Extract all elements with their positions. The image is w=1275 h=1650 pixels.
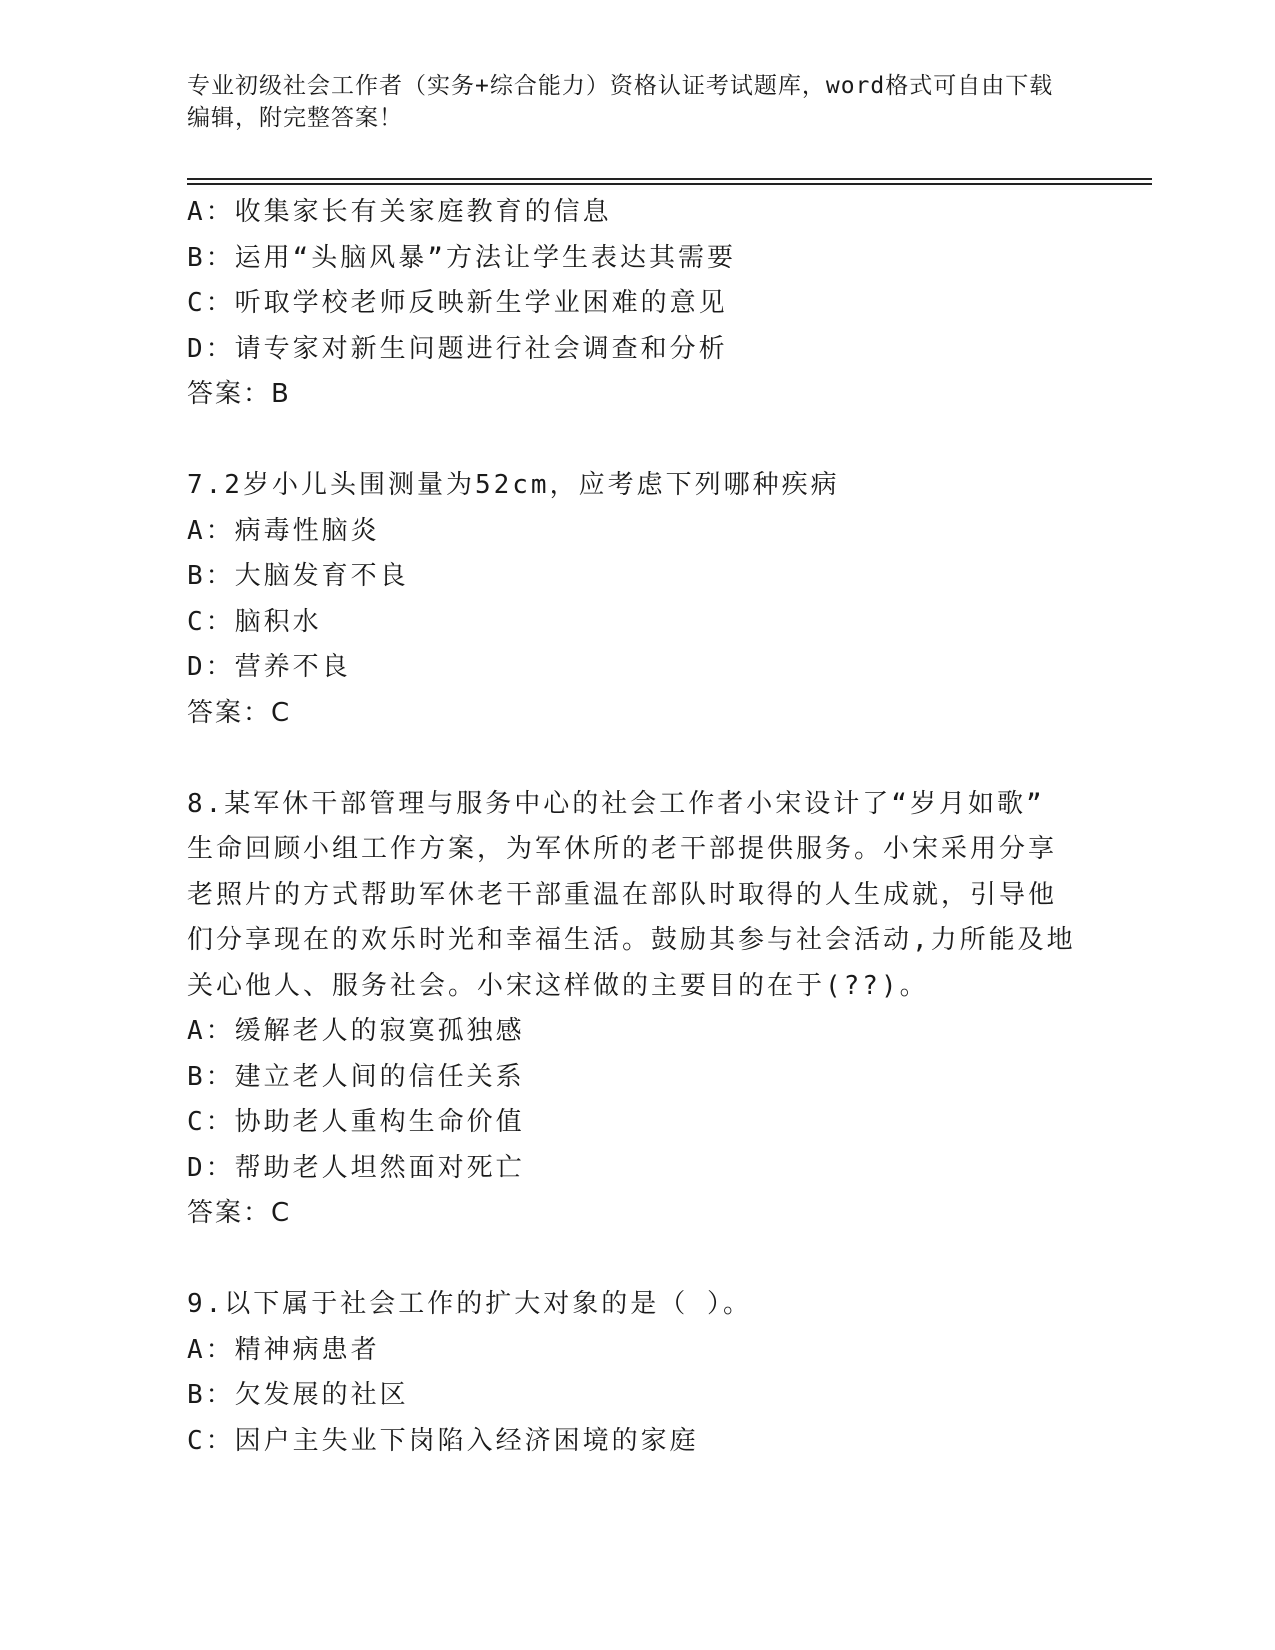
question-stem-line: 生命回顾小组工作方案，为军休所的老干部提供服务。小宋采用分享 bbox=[187, 834, 1058, 864]
option-a: A：病毒性脑炎 bbox=[187, 515, 380, 546]
question-6 bbox=[187, 190, 1077, 418]
spacer bbox=[187, 1237, 1077, 1283]
question-8 bbox=[187, 782, 1077, 1237]
header-rule-bottom bbox=[187, 183, 1152, 185]
question-stem: 9.以下属于社会工作的扩大对象的是（ ）。 bbox=[187, 1289, 752, 1319]
document-header bbox=[187, 70, 1077, 134]
spacer bbox=[187, 418, 1077, 464]
question-9 bbox=[187, 1282, 1077, 1464]
option-b: B：运用“头脑风暴”方法让学生表达其需要 bbox=[187, 242, 736, 273]
option-b: B：建立老人间的信任关系 bbox=[187, 1061, 525, 1092]
header-title-line-1: 专业初级社会工作者（实务+综合能力）资格认证考试题库，word格式可自由下载 bbox=[187, 73, 1054, 99]
answer: 答案：C bbox=[187, 1198, 292, 1228]
option-c: C：因户主失业下岗陷入经济困境的家庭 bbox=[187, 1425, 699, 1456]
option-c: C：脑积水 bbox=[187, 606, 322, 637]
option-c: C：协助老人重构生命价值 bbox=[187, 1107, 525, 1137]
option-d: D：请专家对新生问题进行社会调查和分析 bbox=[187, 333, 728, 364]
question-7 bbox=[187, 463, 1077, 736]
option-a: A：精神病患者 bbox=[187, 1334, 380, 1365]
option-d: D：帮助老人坦然面对死亡 bbox=[187, 1152, 525, 1183]
option-b: B：大脑发育不良 bbox=[187, 561, 409, 591]
header-rule-top bbox=[187, 178, 1152, 180]
option-b: B：欠发展的社区 bbox=[187, 1380, 409, 1410]
answer: 答案：C bbox=[187, 697, 292, 728]
option-d: D：营养不良 bbox=[187, 652, 351, 682]
question-stem-line: 们分享现在的欢乐时光和幸福生活。鼓励其参与社会活动,力所能及地 bbox=[187, 925, 1076, 955]
question-stem-line: 8.某军休干部管理与服务中心的社会工作者小宋设计了“岁月如歌” bbox=[187, 788, 1045, 819]
spacer bbox=[187, 736, 1077, 782]
option-a: A：缓解老人的寂寞孤独感 bbox=[187, 1016, 525, 1046]
option-c: C：听取学校老师反映新生学业困难的意见 bbox=[187, 288, 728, 318]
header-title-line-2: 编辑，附完整答案！ bbox=[187, 105, 403, 131]
option-a: A：收集家长有关家庭教育的信息 bbox=[187, 197, 612, 227]
answer: 答案：B bbox=[187, 379, 291, 409]
question-list bbox=[187, 190, 1077, 1464]
question-stem: 7.2岁小儿头围测量为52cm，应考虑下列哪种疾病 bbox=[187, 470, 840, 500]
question-stem-line: 老照片的方式帮助军休老干部重温在部队时取得的人生成就，引导他 bbox=[187, 879, 1058, 910]
question-stem-line: 关心他人、服务社会。小宋这样做的主要目的在于(??)。 bbox=[187, 970, 929, 1001]
